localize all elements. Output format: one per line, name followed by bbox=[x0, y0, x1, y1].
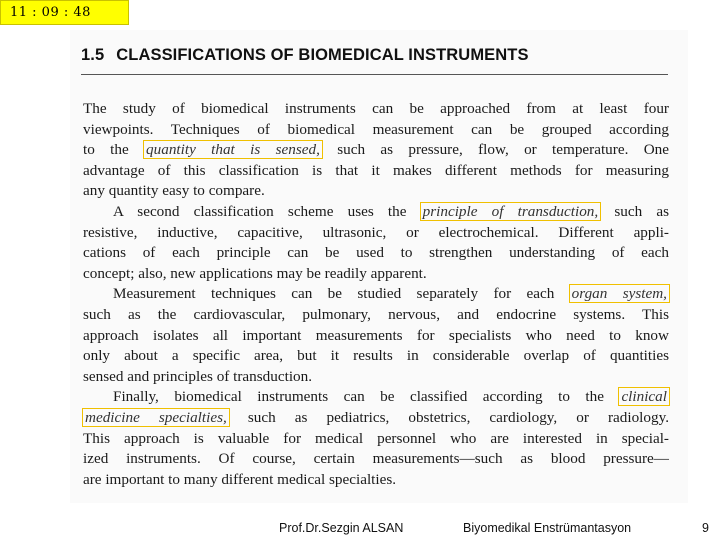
text-segment: ized instruments. Of course, certain measurements—such as blood pressure— bbox=[83, 450, 669, 468]
heading-rule bbox=[81, 74, 668, 75]
text-segment: are important to many different medical specialties. bbox=[83, 470, 397, 488]
highlighted-term: medicine specialties, bbox=[85, 408, 227, 426]
text-line bbox=[83, 223, 669, 244]
section-number: 1.5 bbox=[81, 46, 105, 64]
section-heading bbox=[81, 46, 529, 65]
text-segment: such as pediatrics, obstetrics, cardiology, or radiology. bbox=[228, 408, 669, 426]
text-line bbox=[83, 120, 669, 141]
text-segment: Measurement techniques can be studied separately for each bbox=[113, 285, 570, 303]
text-segment: resistive, inductive, capacitive, ultrasonic, or electrochemical. Different appli- bbox=[83, 223, 669, 241]
text-line bbox=[83, 305, 669, 326]
footer-page-number: 9 bbox=[702, 521, 709, 535]
text-segment: concept; also, new applications may be readily apparent. bbox=[83, 264, 427, 282]
text-line bbox=[83, 367, 669, 388]
text-segment: A second classification scheme uses the bbox=[113, 202, 421, 220]
text-line bbox=[83, 284, 669, 305]
document-page bbox=[70, 30, 688, 503]
text-segment: only about a specific area, but it results in considerable overlap of quantities bbox=[83, 347, 669, 365]
text-segment: such as the cardiovascular, pulmonary, nervous, and endocrine systems. This bbox=[83, 305, 669, 323]
text-line bbox=[83, 346, 669, 367]
text-segment: sensed and principles of transduction. bbox=[83, 367, 313, 385]
highlighted-term: organ system, bbox=[571, 285, 667, 303]
text-segment: any quantity easy to compare. bbox=[83, 182, 265, 200]
text-line bbox=[83, 408, 669, 429]
highlighted-term: principle of transduction, bbox=[422, 202, 599, 220]
text-segment: such as bbox=[600, 202, 669, 220]
text-line bbox=[83, 202, 669, 223]
body-text bbox=[83, 99, 669, 490]
text-segment: to the bbox=[83, 141, 145, 159]
text-line bbox=[83, 449, 669, 470]
text-line bbox=[83, 99, 669, 120]
highlighted-term: quantity that is sensed, bbox=[146, 141, 320, 159]
text-line bbox=[83, 326, 669, 347]
text-line bbox=[83, 243, 669, 264]
text-line bbox=[83, 264, 669, 285]
highlighted-term: clinical bbox=[621, 388, 667, 406]
text-segment: cations of each principle can be used to strengthen understanding of each bbox=[83, 244, 669, 262]
footer-course: Biyomedikal Enstrümantasyon bbox=[463, 521, 632, 535]
text-line bbox=[83, 140, 669, 161]
text-segment: Finally, biomedical instruments can be classified according to the bbox=[113, 388, 620, 406]
text-segment: The study of biomedical instruments can be approached from at least four bbox=[83, 100, 669, 117]
section-title: CLASSIFICATIONS OF BIOMEDICAL INSTRUMENTS bbox=[116, 46, 529, 64]
text-line bbox=[83, 181, 669, 202]
text-segment: such as pressure, flow, or temperature. One bbox=[321, 141, 670, 159]
text-line bbox=[83, 470, 669, 491]
text-segment: viewpoints. Techniques of biomedical measurement can be grouped according bbox=[83, 120, 669, 138]
text-segment: advantage of this classification is that it makes different methods for measuring bbox=[83, 161, 669, 179]
text-segment: approach isolates all important measurements for specialists who need to know bbox=[83, 326, 669, 344]
footer-author: Prof.Dr.Sezgin ALSAN bbox=[279, 521, 404, 535]
text-line bbox=[83, 387, 669, 408]
text-line bbox=[83, 429, 669, 450]
text-line bbox=[83, 161, 669, 182]
slide-timer: 11 : 09 : 48 bbox=[0, 0, 129, 25]
text-segment: This approach is valuable for medical personnel who are interested in special- bbox=[83, 429, 669, 447]
